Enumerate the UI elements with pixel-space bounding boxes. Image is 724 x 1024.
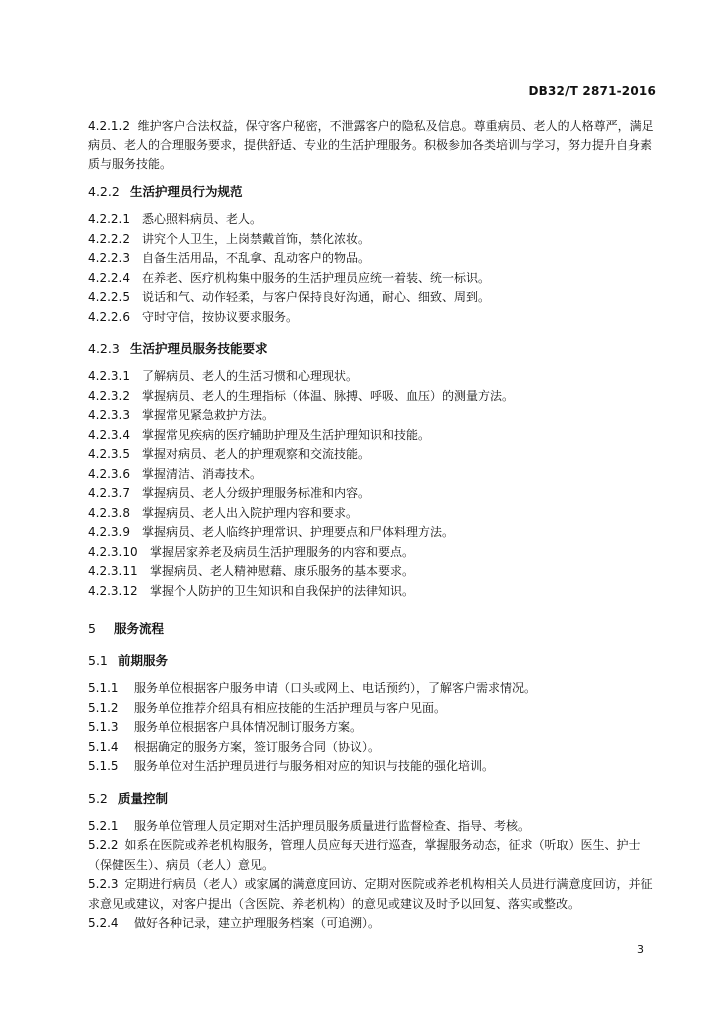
item-text: 了解病员、老人的生活习惯和心理现状。 [142,369,359,383]
item-number: 4.2.2.6 [88,309,130,324]
item-text: 掌握病员、老人分级护理服务标准和内容。 [142,486,371,500]
list-item [88,249,656,269]
list-item [88,465,656,485]
list-item [88,445,656,465]
item-text: 掌握病员、老人临终护理常识、护理要点和尸体料理方法。 [142,525,455,539]
list-item [88,699,656,719]
list-item [88,718,656,738]
list-item [88,543,656,563]
item-number: 5.2.1 [88,818,119,833]
list-item [88,914,656,934]
item-number: 4.2.2.3 [88,251,130,265]
list-item [88,679,656,699]
list-item [88,738,656,758]
item-number: 4.2.3.9 [88,525,130,539]
section-number: 5.1 [88,653,108,668]
item-number: 4.2.3.4 [88,427,130,442]
item-number: 4.2.3.6 [88,466,130,481]
list-item [88,875,656,914]
item-text: 掌握病员、老人出入院护理内容和要求。 [142,505,359,520]
list-item [88,230,656,250]
item-text: 服务单位管理人员定期对生活护理员服务质量进行监督检查、指导、考核。 [134,818,531,833]
list-item [88,367,656,387]
item-number: 4.2.3.11 [88,564,138,578]
item-number: 4.2.3.8 [88,505,130,520]
list-item [88,269,656,289]
list-item [88,406,656,426]
list-item [88,504,656,524]
item-text: 掌握常见紧急救护方法。 [142,408,275,422]
list-item [88,387,656,407]
section-heading-5-2 [88,789,656,809]
list-item [88,210,656,230]
item-number: 4.2.2.1 [88,212,130,226]
item-text: 掌握常见疾病的医疗辅助护理及生活护理知识和技能。 [142,427,431,442]
item-text: 悉心照料病员、老人。 [142,212,263,226]
item-number: 4.2.3.3 [88,408,130,422]
list-4-2-3 [88,367,656,601]
item-number: 4.2.3.10 [88,544,138,559]
list-item [88,582,656,602]
page-number: 3 [637,943,644,956]
item-text: 掌握居家养老及病员生活护理服务的内容和要点。 [150,544,415,559]
section-heading-4-2-3 [88,339,656,359]
item-text: 说话和气、动作轻柔，与客户保持良好沟通，耐心、细致、周到。 [142,290,491,304]
item-number: 5.1.2 [88,700,119,715]
item-text: 定期进行病员（老人）或家属的满意度回访、定期对医院或养老机构相关人员进行满意度回访，并征求意见或建议，对客户提出（含医院、养老机构）的意见或建议及时予以回复、落实或整改。 [88,877,653,911]
item-text: 服务单位根据客户具体情况制订服务方案。 [134,720,363,734]
chapter-number: 5 [88,621,96,636]
item-text: 自备生活用品，不乱拿、乱动客户的物品。 [142,251,371,265]
section-title: 质量控制 [118,790,169,806]
item-text: 讲究个人卫生，上岗禁戴首饰，禁化浓妆。 [142,231,371,246]
section-number: 5.2 [88,790,108,806]
item-text: 服务单位对生活护理员进行与服务相对应的知识与技能的强化培训。 [134,759,495,773]
item-text: 掌握对病员、老人的护理观察和交流技能。 [142,447,371,461]
document-code: DB32/T 2871-2016 [528,84,656,98]
item-text: 掌握病员、老人精神慰藉、康乐服务的基本要求。 [150,564,415,578]
item-text: 服务单位根据客户服务申请（口头或网上、电话预约），了解客户需求情况。 [134,681,537,695]
section-title: 生活护理员服务技能要求 [130,341,268,356]
item-text: 在养老、医疗机构集中服务的生活护理员应统一着装、统一标识。 [142,270,491,285]
item-number: 4.2.2.5 [88,290,130,304]
item-text: 掌握病员、老人的生理指标（体温、脉搏、呼吸、血压）的测量方法。 [142,388,515,403]
list-item [88,836,656,875]
item-number: 4.2.2.2 [88,231,130,246]
list-5-1 [88,679,656,777]
item-number: 5.1.5 [88,759,119,773]
list-5-2 [88,817,656,934]
item-text: 守时守信，按协议要求服务。 [142,309,299,324]
list-item [88,426,656,446]
section-heading-4-2-2 [88,182,656,202]
list-item [88,288,656,308]
chapter-heading-5 [88,619,656,639]
clause-text: 维护客户合法权益，保守客户秘密，不泄露客户的隐私及信息。尊重病员、老人的人格尊严，满足病员、老人的合理服务要求，提供舒适、专业的生活护理服务。积极参加各类培训与学习，努力提升自身素质与服务技能。 [88,119,654,171]
item-text: 掌握个人防护的卫生知识和自我保护的法律知识。 [150,583,415,598]
clause-number: 4.2.1.2 [88,119,130,133]
section-number: 4.2.2 [88,184,120,199]
item-text: 服务单位推荐介绍具有相应技能的生活护理员与客户见面。 [134,700,447,715]
section-title: 前期服务 [118,653,169,668]
item-number: 5.1.4 [88,739,119,754]
item-number: 4.2.3.5 [88,447,130,461]
list-item [88,562,656,582]
list-4-2-2 [88,210,656,327]
item-number: 4.2.3.1 [88,369,130,383]
item-text: 做好各种记录，建立护理服务档案（可追溯）。 [134,916,381,930]
section-heading-5-1 [88,651,656,671]
item-text: 掌握清洁、消毒技术。 [142,466,263,481]
section-title: 生活护理员行为规范 [130,184,243,199]
item-number: 4.2.3.12 [88,583,138,598]
chapter-title: 服务流程 [114,621,165,636]
section-number: 4.2.3 [88,341,120,356]
clause-4-2-1-2 [88,117,656,174]
item-number: 4.2.3.2 [88,388,130,403]
item-number: 4.2.3.7 [88,486,130,500]
item-number: 5.2.4 [88,916,119,930]
list-item [88,817,656,837]
list-item [88,523,656,543]
list-item [88,308,656,328]
item-number: 4.2.2.4 [88,270,130,285]
item-text: 根据确定的服务方案，签订服务合同（协议）。 [134,739,381,754]
item-number: 5.1.3 [88,720,119,734]
list-item [88,757,656,777]
item-number: 5.2.2 [88,838,119,852]
item-number: 5.1.1 [88,681,119,695]
item-number: 5.2.3 [88,877,119,891]
list-item [88,484,656,504]
item-text: 如系在医院或养老机构服务，管理人员应每天进行巡查，掌握服务动态，征求（听取）医生、护士（保健医生）、病员（老人）意见。 [88,838,641,872]
document-body [88,117,656,934]
